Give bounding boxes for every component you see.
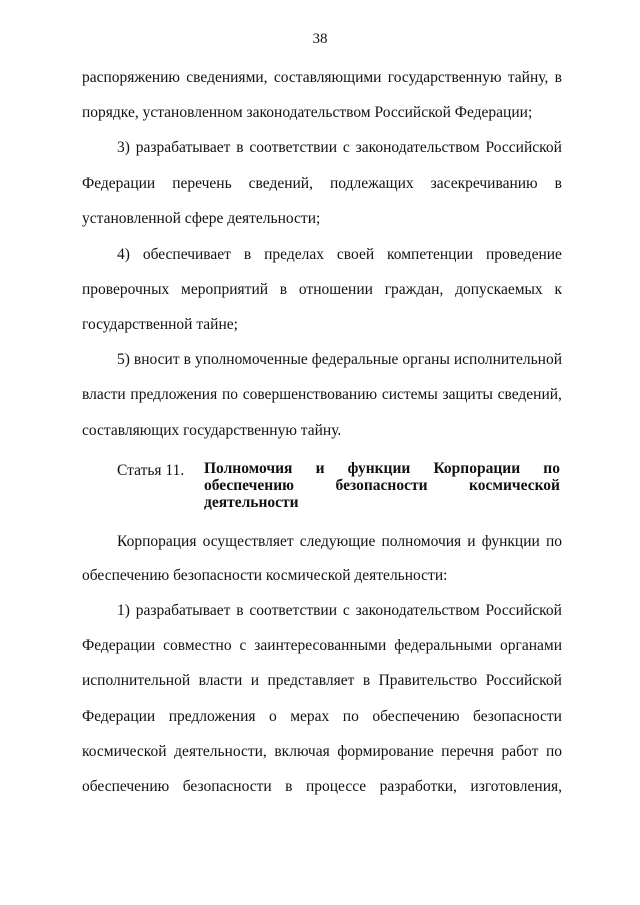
paragraph-line xyxy=(117,532,562,552)
word: разрабатывает xyxy=(135,139,231,156)
paragraph-line xyxy=(82,385,562,405)
word: с xyxy=(239,637,247,654)
word: уполномоченные xyxy=(194,351,308,368)
word: проведение xyxy=(485,246,562,263)
word: системы xyxy=(381,386,438,403)
word: засекречиванию xyxy=(430,175,538,192)
paragraph-line xyxy=(82,68,562,88)
article-title-line: деятельности xyxy=(204,494,299,511)
word: Российской xyxy=(485,672,562,689)
word: в xyxy=(236,602,244,619)
word: осуществляет xyxy=(202,533,294,550)
word: допускаемых xyxy=(455,281,543,298)
word: полномочия xyxy=(381,533,462,550)
word: законодательством xyxy=(355,139,480,156)
word: 1) xyxy=(117,602,130,619)
word: власти xyxy=(198,672,243,689)
paragraph-line xyxy=(82,280,562,300)
word: разработки, xyxy=(379,778,457,795)
word: пределах xyxy=(264,246,324,263)
word: федеральные xyxy=(311,351,399,368)
word: безопасности xyxy=(182,778,272,795)
word: космической xyxy=(82,743,167,760)
word: своей xyxy=(336,246,375,263)
word: безопасности xyxy=(473,708,562,725)
word: Корпорация xyxy=(117,533,197,550)
word: о xyxy=(268,708,277,725)
paragraph-line: порядке, установленном законодательством Российской Федерации; xyxy=(82,104,533,121)
word: граждан, xyxy=(384,281,444,298)
paragraph-line xyxy=(117,350,562,370)
word: мероприятий xyxy=(181,281,269,298)
word: формирование xyxy=(337,743,434,760)
word: по xyxy=(545,743,562,760)
word: в xyxy=(279,281,288,298)
word: органами xyxy=(499,637,562,654)
paragraph-line xyxy=(82,742,562,762)
word: мерах xyxy=(290,708,330,725)
word: с xyxy=(342,602,350,619)
word: Правительство xyxy=(378,672,478,689)
word: компетенции xyxy=(387,246,474,263)
word: в xyxy=(554,69,562,86)
word: по xyxy=(221,386,238,403)
word: органы xyxy=(402,351,450,368)
article-label: Статья 11. xyxy=(117,462,185,479)
paragraph-line: государственной тайне; xyxy=(82,316,238,333)
word: государственную xyxy=(387,69,502,86)
paragraph-line: установленной сфере деятельности; xyxy=(82,210,321,227)
word: процессе xyxy=(305,778,367,795)
word: предложения xyxy=(168,708,256,725)
word: отношении xyxy=(298,281,373,298)
word: Федерации xyxy=(82,708,156,725)
word: обеспечению xyxy=(82,778,170,795)
word: в xyxy=(285,778,293,795)
word: и xyxy=(467,533,476,550)
word: Федерации xyxy=(82,637,156,654)
word: соответствии xyxy=(249,139,338,156)
word: защиты xyxy=(442,386,493,403)
paragraph-line xyxy=(117,138,562,158)
word: обеспечению xyxy=(372,708,460,725)
word: сведениями, xyxy=(186,69,268,86)
word: Российской xyxy=(485,602,562,619)
word: с xyxy=(342,139,350,156)
word: в xyxy=(183,351,191,368)
paragraph-line xyxy=(82,636,562,656)
word: сведений, xyxy=(497,386,562,403)
word: соответствии xyxy=(249,602,338,619)
word: работ xyxy=(501,743,539,760)
word: обеспечению xyxy=(204,477,294,494)
word: распоряжению xyxy=(82,69,180,86)
word: космической xyxy=(469,477,560,494)
word: и xyxy=(315,460,325,477)
word: перечня xyxy=(441,743,494,760)
word: по xyxy=(342,708,359,725)
word: сведений, xyxy=(248,175,313,192)
word: 5) xyxy=(117,351,130,368)
word: безопасности xyxy=(335,477,428,494)
paragraph-line: составляющих государственную тайну. xyxy=(82,422,342,439)
word: разрабатывает xyxy=(135,602,231,619)
word: представляет xyxy=(267,672,355,689)
word: функции xyxy=(347,460,411,477)
article-title-line xyxy=(204,477,560,494)
word: по xyxy=(545,533,562,550)
word: Полномочия xyxy=(204,460,293,477)
article-title-line xyxy=(204,460,560,477)
word: совместно xyxy=(163,637,232,654)
word: 3) xyxy=(117,139,130,156)
word: Корпорации xyxy=(433,460,521,477)
word: подлежащих xyxy=(329,175,414,192)
page-number: 38 xyxy=(312,31,328,47)
word: и xyxy=(250,672,259,689)
word: власти xyxy=(82,386,126,403)
word: составляющими xyxy=(273,69,382,86)
paragraph-line xyxy=(82,671,562,691)
word: в xyxy=(362,672,371,689)
word: следующие xyxy=(299,533,376,550)
paragraph-line xyxy=(82,707,562,727)
word: перечень xyxy=(172,175,232,192)
word: в xyxy=(236,139,244,156)
word: в xyxy=(243,246,252,263)
word: к xyxy=(554,281,562,298)
word: вносит xyxy=(133,351,180,368)
word: деятельности, xyxy=(174,743,267,760)
paragraph-line xyxy=(117,245,562,265)
paragraph-line xyxy=(82,174,562,194)
paragraph-line xyxy=(117,601,562,621)
word: изготовления, xyxy=(470,778,562,795)
word: Российской xyxy=(485,139,562,156)
word: функции xyxy=(481,533,540,550)
word: в xyxy=(554,175,562,192)
word: проверочных xyxy=(82,281,170,298)
paragraph-line xyxy=(82,777,562,797)
word: исполнительной xyxy=(82,672,191,689)
word: Федерации xyxy=(82,175,156,192)
word: исполнительной xyxy=(453,351,562,368)
word: включая xyxy=(274,743,330,760)
word: законодательством xyxy=(355,602,480,619)
word: совершенствованию xyxy=(242,386,378,403)
word: федеральными xyxy=(394,637,493,654)
paragraph-line: обеспечению безопасности космической деятельности: xyxy=(82,567,448,584)
word: обеспечивает xyxy=(142,246,231,263)
word: заинтересованными xyxy=(254,637,387,654)
word: тайну, xyxy=(507,69,549,86)
word: предложения xyxy=(130,386,218,403)
word: по xyxy=(543,460,560,477)
word: 4) xyxy=(117,246,130,263)
